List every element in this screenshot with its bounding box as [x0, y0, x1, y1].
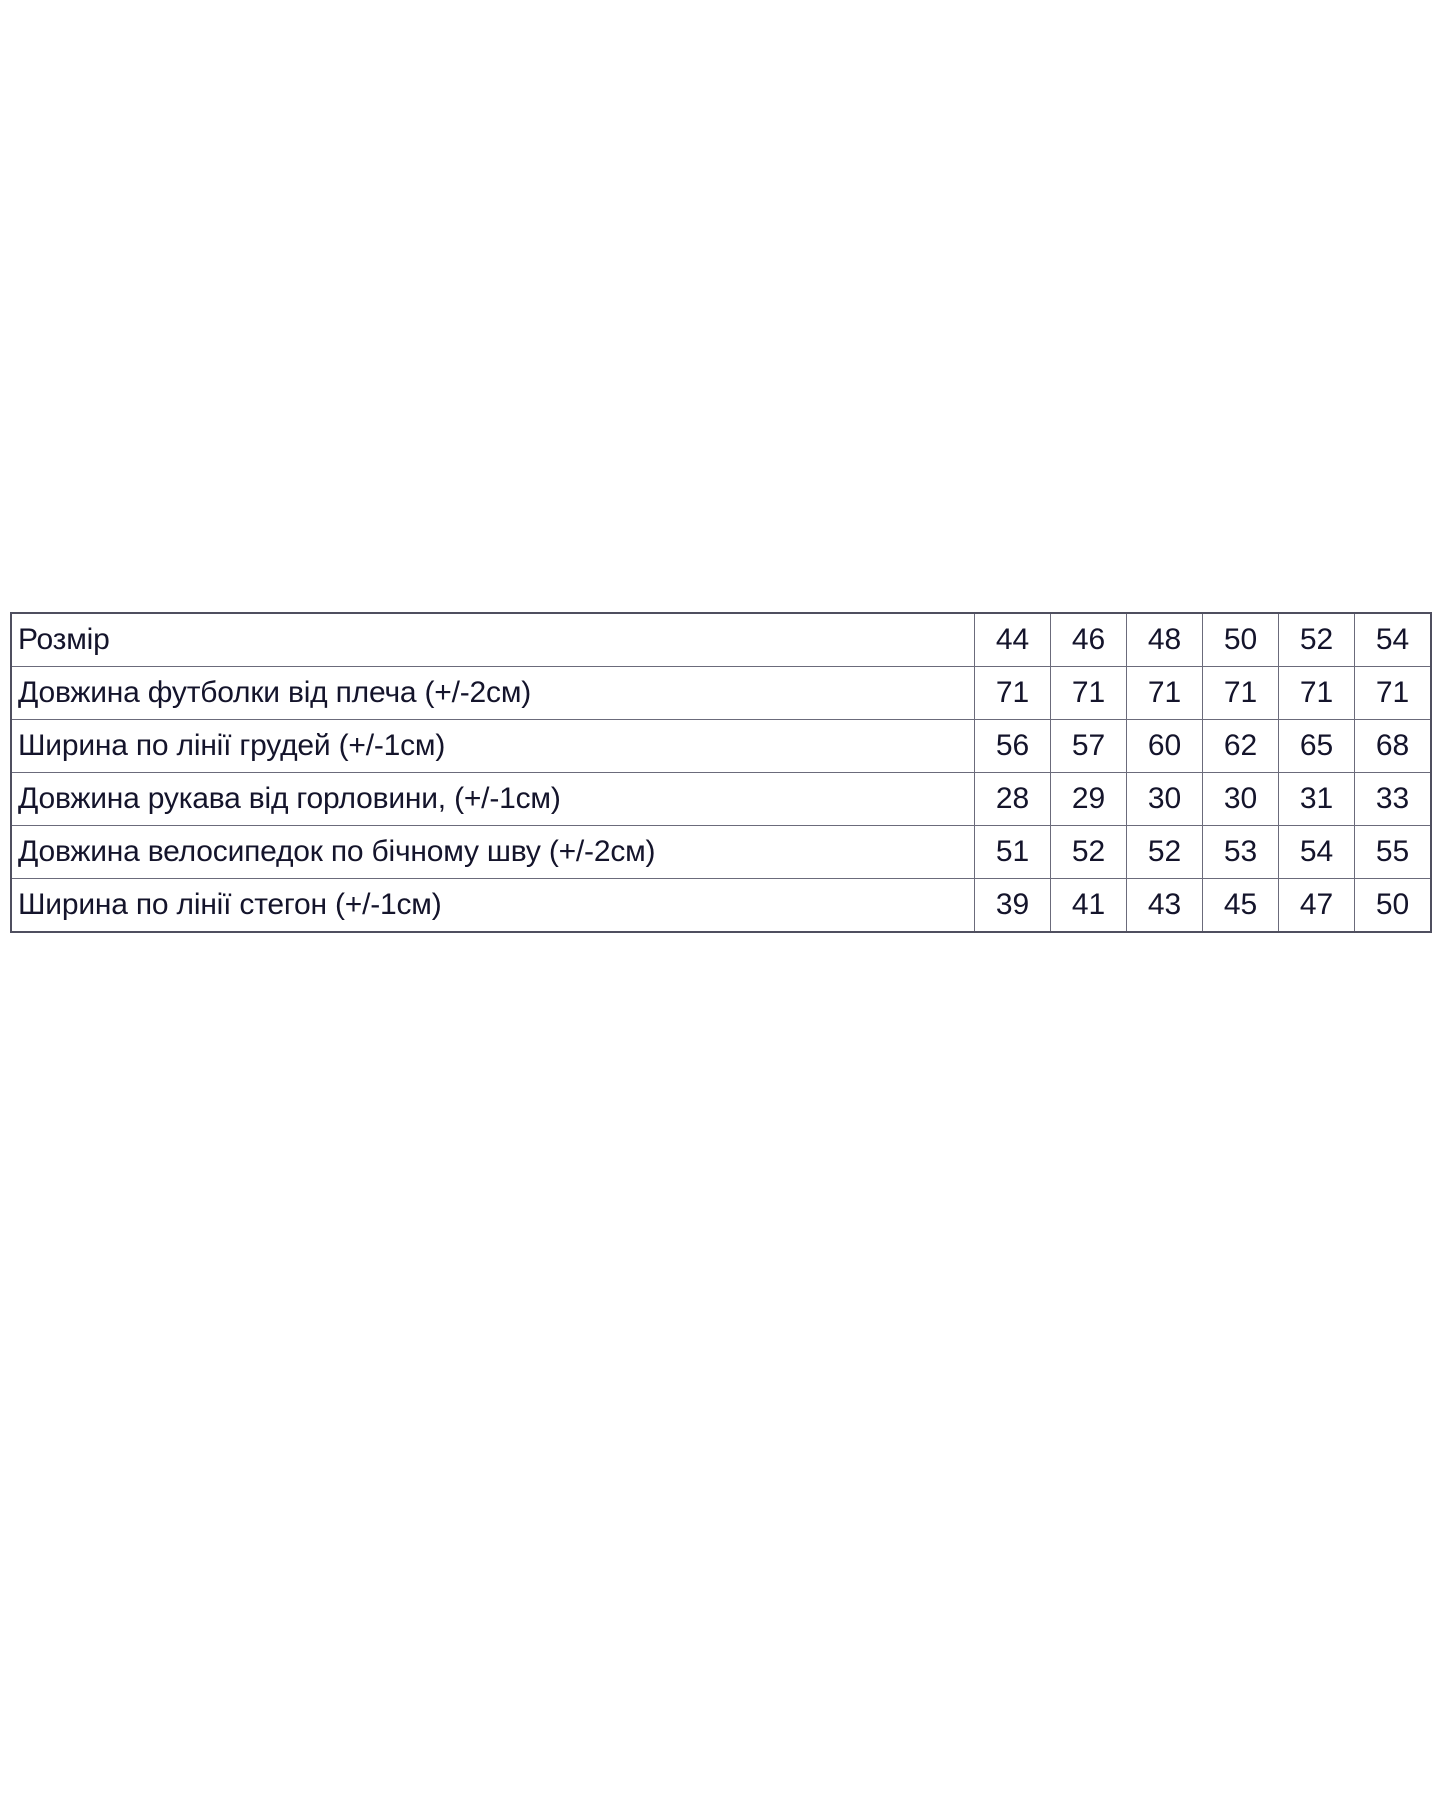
- row-value: 71: [1127, 667, 1203, 720]
- row-value: 46: [1051, 613, 1127, 667]
- row-value: 41: [1051, 879, 1127, 933]
- row-label: Довжина велосипедок по бічному шву (+/-2см): [11, 826, 975, 879]
- row-label: Довжина рукава від горловини, (+/-1см): [11, 773, 975, 826]
- row-value: 71: [1051, 667, 1127, 720]
- table-row: [11, 720, 1431, 773]
- row-value: 52: [1279, 613, 1355, 667]
- row-value: 71: [1203, 667, 1279, 720]
- row-value: 56: [975, 720, 1051, 773]
- row-value: 71: [975, 667, 1051, 720]
- table-row: [11, 667, 1431, 720]
- row-value: 48: [1127, 613, 1203, 667]
- row-value: 60: [1127, 720, 1203, 773]
- table-row: [11, 879, 1431, 933]
- row-value: 54: [1279, 826, 1355, 879]
- table-row: [11, 613, 1431, 667]
- table-row: [11, 773, 1431, 826]
- row-value: 28: [975, 773, 1051, 826]
- size-table-body: [11, 613, 1431, 932]
- row-value: 30: [1127, 773, 1203, 826]
- row-value: 29: [1051, 773, 1127, 826]
- row-value: 71: [1355, 667, 1432, 720]
- row-value: 45: [1203, 879, 1279, 933]
- row-value: 52: [1127, 826, 1203, 879]
- row-value: 50: [1203, 613, 1279, 667]
- row-value: 62: [1203, 720, 1279, 773]
- row-value: 30: [1203, 773, 1279, 826]
- row-value: 44: [975, 613, 1051, 667]
- row-label: Ширина по лінії грудей (+/-1см): [11, 720, 975, 773]
- row-value: 57: [1051, 720, 1127, 773]
- row-value: 50: [1355, 879, 1432, 933]
- row-value: 51: [975, 826, 1051, 879]
- row-value: 65: [1279, 720, 1355, 773]
- size-table-container: [10, 612, 1410, 933]
- row-value: 52: [1051, 826, 1127, 879]
- row-value: 47: [1279, 879, 1355, 933]
- row-label: Ширина по лінії стегон (+/-1см): [11, 879, 975, 933]
- table-row: [11, 826, 1431, 879]
- row-value: 68: [1355, 720, 1432, 773]
- size-table: [10, 612, 1432, 933]
- row-value: 53: [1203, 826, 1279, 879]
- row-value: 39: [975, 879, 1051, 933]
- row-label: Довжина футболки від плеча (+/-2см): [11, 667, 975, 720]
- row-value: 55: [1355, 826, 1432, 879]
- row-value: 33: [1355, 773, 1432, 826]
- row-value: 71: [1279, 667, 1355, 720]
- row-value: 54: [1355, 613, 1432, 667]
- row-value: 43: [1127, 879, 1203, 933]
- row-value: 31: [1279, 773, 1355, 826]
- row-label: Розмір: [11, 613, 975, 667]
